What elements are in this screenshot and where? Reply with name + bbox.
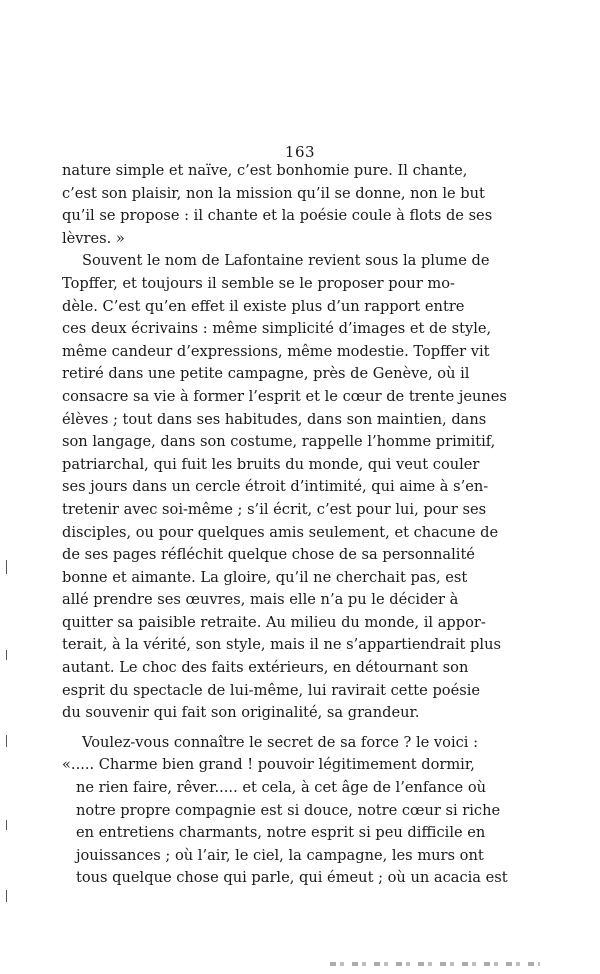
quote-line: en entretiens charmants, notre esprit si peu difficile en	[76, 824, 486, 842]
text-line: son langage, dans son costume, rappelle l’homme primitif,	[62, 433, 496, 451]
text-line: de ses pages réfléchit quelque chose de sa personnalité	[62, 546, 475, 564]
text-line: c’est son plaisir, non la mission qu’il se donne, non le but	[62, 184, 485, 202]
text-line: qu’il se propose : il chante et la poésie coule à flots de ses	[62, 207, 493, 225]
quote-line: jouissances ; où l’air, le ciel, la campagne, les murs ont	[76, 846, 484, 864]
text-line: dèle. C’est qu’en effet il existe plus d’un rapport entre	[62, 297, 465, 315]
quote-line: notre propre compagnie est si douce, notre cœur si riche	[76, 801, 501, 819]
text-line: bonne et aimante. La gloire, qu’il ne cherchait pas, est	[62, 568, 468, 586]
scan-mark	[6, 650, 7, 660]
margin-scan-marks	[6, 560, 9, 910]
text-line: ses jours dans un cercle étroit d’intimité, qui aime à s’en-	[62, 478, 489, 496]
body-text	[62, 160, 508, 890]
quote-line: tous quelque chose qui parle, qui émeut ; où un acacia est	[76, 869, 508, 887]
scan-mark	[6, 820, 7, 830]
scan-mark	[6, 560, 7, 574]
text-line: ces deux écrivains : même simplicité d’images et de style,	[62, 320, 492, 338]
paragraph-start-line: Souvent le nom de Lafontaine revient sous la plume de	[82, 252, 490, 270]
quote-line: ne rien faire, rêver..... et cela, à cet âge de l’enfance où	[76, 779, 487, 797]
scan-mark	[6, 735, 7, 747]
text-line: terait, à la vérité, son style, mais il ne s’appartiendrait plus	[62, 636, 501, 654]
text-line: Topffer, et toujours il semble se le proposer pour mo-	[62, 274, 455, 292]
paragraph-gap	[62, 725, 432, 732]
text-line: disciples, ou pour quelques amis seulement, et chacune de	[62, 523, 499, 541]
text-line: lèvres. »	[62, 229, 125, 247]
text-line: autant. Le choc des faits extérieurs, en détournant son	[62, 659, 469, 677]
text-line: nature simple et naïve, c’est bonhomie pure. Il chante,	[62, 162, 468, 179]
text-line: consacre sa vie à former l’esprit et le cœur de trente jeunes	[62, 387, 507, 405]
text-line: esprit du spectacle de lui-même, lui ravirait cette poésie	[62, 681, 481, 699]
text-line: patriarchal, qui fuit les bruits du monde, qui veut couler	[62, 455, 480, 473]
page-number: 163	[284, 143, 316, 161]
text-line: quitter sa paisible retraite. Au milieu du monde, il appor-	[62, 613, 486, 631]
scan-mark	[6, 890, 7, 902]
text-line: même candeur d’expressions, même modestie. Topffer vit	[62, 342, 490, 360]
text-line: retiré dans une petite campagne, près de Genève, où il	[62, 365, 470, 383]
text-line: élèves ; tout dans ses habitudes, dans son maintien, dans	[62, 410, 487, 428]
text-line: tretenir avec soi-même ; s’il écrit, c’est pour lui, pour ses	[62, 500, 487, 518]
quote-line: «..... Charme bien grand ! pouvoir légitimement dormir,	[62, 756, 475, 774]
text-line: allé prendre ses œuvres, mais elle n’a pu le décider à	[62, 591, 459, 609]
scan-edge-strip	[330, 962, 540, 966]
paragraph-start-line: Voulez-vous connaître le secret de sa force ? le voici :	[82, 733, 479, 751]
text-line: du souvenir qui fait son originalité, sa grandeur.	[62, 704, 420, 722]
